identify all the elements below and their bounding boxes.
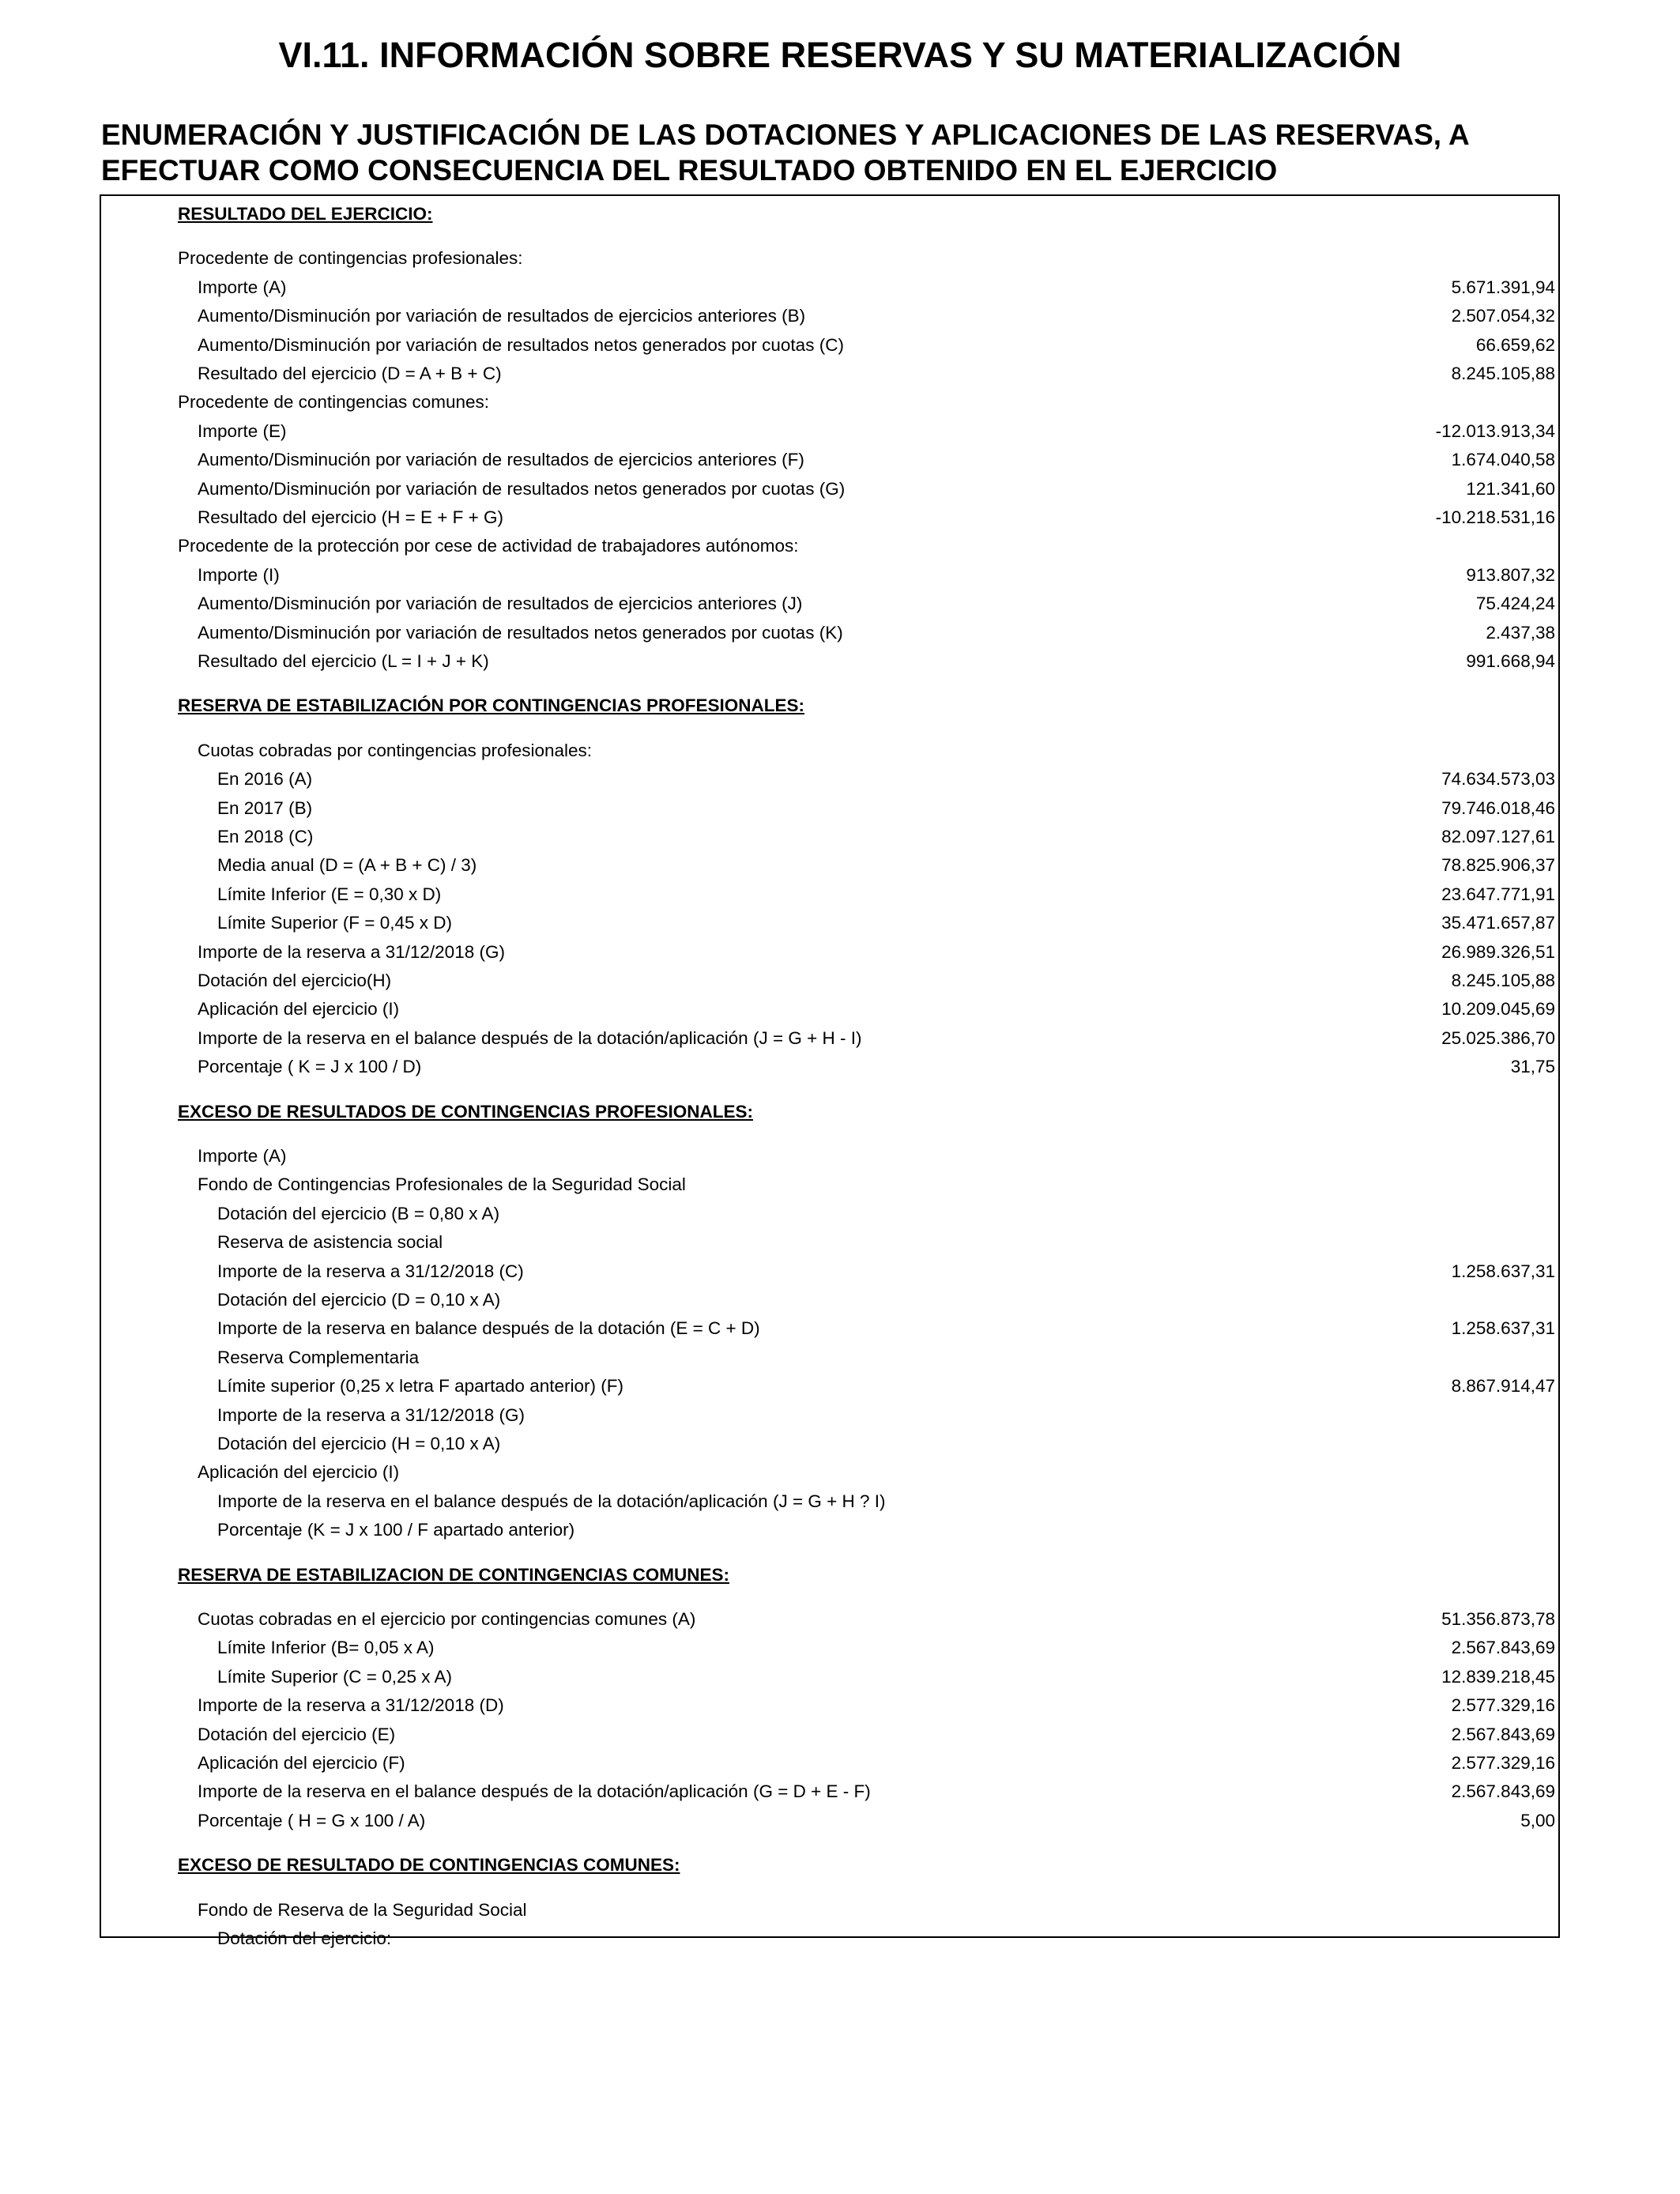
row-value: 121.341,60 — [1466, 479, 1555, 499]
table-row — [101, 1634, 1558, 1662]
row-label: Dotación del ejercicio (E) — [198, 1725, 396, 1744]
row-label: Aumento/Disminución por variación de resultados de ejercicios anteriores (J) — [198, 594, 803, 613]
row-label: En 2017 (B) — [217, 798, 313, 818]
table-row — [101, 273, 1558, 302]
row-label: Procedente de contingencias profesionales: — [178, 248, 523, 268]
section-header — [101, 1098, 1558, 1126]
row-value: 25.025.386,70 — [1441, 1028, 1555, 1048]
row-value: 2.567.843,69 — [1451, 1725, 1555, 1744]
table-row — [101, 1372, 1558, 1400]
row-label: Dotación del ejercicio (D = 0,10 x A) — [217, 1290, 501, 1310]
row-label: Importe de la reserva en el balance después de la dotación/aplicación (J = G + H ? I) — [217, 1491, 886, 1511]
table-row — [101, 1691, 1558, 1720]
table-row — [101, 1344, 1558, 1372]
table-row — [101, 823, 1558, 851]
row-label: Reserva de asistencia social — [217, 1232, 443, 1252]
row-label: Reserva Complementaria — [217, 1348, 420, 1367]
table-row — [101, 737, 1558, 765]
row-value: 1.258.637,31 — [1451, 1261, 1555, 1281]
row-value: 2.567.843,69 — [1451, 1781, 1555, 1801]
table-row — [101, 909, 1558, 937]
table-row — [101, 1286, 1558, 1314]
row-label: Aplicación del ejercicio (I) — [198, 999, 400, 1019]
row-label: Importe de la reserva en balance después de la dotación (E = C + D) — [217, 1318, 760, 1338]
section-header-label: EXCESO DE RESULTADO DE CONTINGENCIAS COMUNES: — [178, 1855, 680, 1875]
row-value: 79.746.018,46 — [1441, 798, 1555, 818]
row-label: Porcentaje ( K = J x 100 / D) — [198, 1057, 422, 1076]
row-value: 51.356.873,78 — [1441, 1609, 1555, 1629]
table-row — [101, 388, 1558, 417]
table-row — [101, 1200, 1558, 1228]
row-label: Límite Superior (F = 0,45 x D) — [217, 913, 452, 933]
row-value: 26.989.326,51 — [1441, 942, 1555, 962]
row-label: Límite Inferior (B= 0,05 x A) — [217, 1638, 435, 1657]
row-label: Fondo de Contingencias Profesionales de la Seguridad Social — [198, 1174, 686, 1194]
table-row — [101, 1228, 1558, 1257]
row-label: Dotación del ejercicio: — [217, 1928, 392, 1948]
row-label: Aplicación del ejercicio (I) — [198, 1462, 400, 1482]
row-value: 5.671.391,94 — [1451, 277, 1555, 297]
row-value: -10.218.531,16 — [1435, 507, 1555, 527]
table-row — [101, 561, 1558, 590]
table-row — [101, 331, 1558, 360]
row-label: Dotación del ejercicio(H) — [198, 971, 392, 990]
row-label: Cuotas cobradas en el ejercicio por contingencias comunes (A) — [198, 1609, 696, 1629]
table-row — [101, 1142, 1558, 1171]
row-value: 2.577.329,16 — [1451, 1695, 1555, 1715]
row-label: Importe de la reserva en el balance después de la dotación/aplicación (G = D + E - F) — [198, 1781, 871, 1801]
row-value: 8.245.105,88 — [1451, 971, 1555, 990]
table-row — [101, 1401, 1558, 1430]
section-header — [101, 692, 1558, 720]
row-label: Importe de la reserva en el balance después de la dotación/aplicación (J = G + H - I) — [198, 1028, 862, 1048]
section-header — [101, 200, 1558, 228]
table-row — [101, 1430, 1558, 1458]
row-label: Importe (A) — [198, 277, 287, 297]
row-label: Importe de la reserva a 31/12/2018 (G) — [217, 1405, 525, 1425]
table-row — [101, 1171, 1558, 1199]
row-value: 23.647.771,91 — [1441, 884, 1555, 904]
row-label: Importe de la reserva a 31/12/2018 (D) — [198, 1695, 504, 1715]
section-header-label: RESERVA DE ESTABILIZACION DE CONTINGENCIAS COMUNES: — [178, 1565, 729, 1585]
row-value: 2.507.054,32 — [1451, 306, 1555, 326]
row-value: 913.807,32 — [1466, 565, 1555, 585]
table-row — [101, 446, 1558, 474]
table-row — [101, 938, 1558, 967]
row-value: 10.209.045,69 — [1441, 999, 1555, 1019]
row-label: Importe de la reserva a 31/12/2018 (C) — [217, 1261, 524, 1281]
row-value: 78.825.906,37 — [1441, 855, 1555, 875]
row-label: Aumento/Disminución por variación de resultados netos generados por cuotas (G) — [198, 479, 846, 499]
table-row — [101, 1896, 1558, 1924]
row-value: 2.437,38 — [1486, 623, 1555, 643]
subtitle-line-1: ENUMERACIÓN Y JUSTIFICACIÓN DE LAS DOTACIONES Y APLICACIONES DE LAS RESERVAS, A — [101, 119, 1470, 151]
row-label: Importe (I) — [198, 565, 280, 585]
row-label: Importe de la reserva a 31/12/2018 (G) — [198, 942, 505, 962]
row-label: Aumento/Disminución por variación de resultados de ejercicios anteriores (F) — [198, 450, 804, 469]
table-row — [101, 1516, 1558, 1544]
table-row — [101, 1053, 1558, 1081]
row-label: Aumento/Disminución por variación de resultados netos generados por cuotas (C) — [198, 335, 844, 355]
row-value: 991.668,94 — [1466, 651, 1555, 671]
row-value: 82.097.127,61 — [1441, 827, 1555, 846]
row-label: Dotación del ejercicio (H = 0,10 x A) — [217, 1434, 501, 1453]
row-label: Resultado del ejercicio (D = A + B + C) — [198, 364, 502, 383]
table-row — [101, 851, 1558, 880]
page-title: VI.11. INFORMACIÓN SOBRE RESERVAS Y SU MATERIALIZACIÓN — [278, 35, 1402, 75]
table-row — [101, 417, 1558, 446]
row-label: Resultado del ejercicio (H = E + F + G) — [198, 507, 504, 527]
row-label: Resultado del ejercicio (L = I + J + K) — [198, 651, 489, 671]
row-value: 74.634.573,03 — [1441, 769, 1555, 789]
table-row — [101, 1777, 1558, 1806]
row-label: Porcentaje ( H = G x 100 / A) — [198, 1811, 426, 1830]
row-label: Dotación del ejercicio (B = 0,80 x A) — [217, 1204, 500, 1223]
table-row — [101, 1605, 1558, 1634]
subtitle-line-2: EFECTUAR COMO CONSECUENCIA DEL RESULTADO OBTENIDO EN EL EJERCICIO — [101, 154, 1278, 187]
table-row — [101, 1314, 1558, 1343]
section-header — [101, 1851, 1558, 1879]
row-value: 5,00 — [1520, 1811, 1555, 1830]
table-row — [101, 532, 1558, 560]
row-value: 12.839.218,45 — [1441, 1667, 1555, 1687]
row-label: Procedente de la protección por cese de actividad de trabajadores autónomos: — [178, 536, 799, 556]
row-value: 66.659,62 — [1475, 335, 1555, 355]
row-label: Procedente de contingencias comunes: — [178, 392, 490, 412]
section-header-label: RESERVA DE ESTABILIZACIÓN POR CONTINGENCIAS PROFESIONALES: — [178, 696, 804, 715]
row-label: Fondo de Reserva de la Seguridad Social — [198, 1900, 527, 1920]
table-row — [101, 1749, 1558, 1777]
row-label: Importe (A) — [198, 1146, 287, 1166]
row-label: Cuotas cobradas por contingencias profesionales: — [198, 741, 593, 760]
row-label: En 2018 (C) — [217, 827, 314, 846]
table-row — [101, 590, 1558, 618]
row-value: 75.424,24 — [1475, 594, 1555, 613]
table-row — [101, 1807, 1558, 1835]
section-header — [101, 1561, 1558, 1589]
row-value: -12.013.913,34 — [1435, 421, 1555, 441]
row-value: 35.471.657,87 — [1441, 913, 1555, 933]
row-value: 1.258.637,31 — [1451, 1318, 1555, 1338]
row-label: Porcentaje (K = J x 100 / F apartado anterior) — [217, 1520, 575, 1540]
table-row — [101, 1487, 1558, 1516]
section-header-label: EXCESO DE RESULTADOS DE CONTINGENCIAS PROFESIONALES: — [178, 1102, 753, 1122]
table-row — [101, 302, 1558, 330]
row-label: Aplicación del ejercicio (F) — [198, 1753, 405, 1773]
row-label: En 2016 (A) — [217, 769, 313, 789]
table-row — [101, 647, 1558, 676]
table-row — [101, 360, 1558, 388]
table-row — [101, 244, 1558, 273]
row-label: Importe (E) — [198, 421, 287, 441]
table-row — [101, 1721, 1558, 1749]
table-row — [101, 619, 1558, 647]
table-row — [101, 475, 1558, 503]
row-value: 31,75 — [1510, 1057, 1555, 1076]
table-row — [101, 794, 1558, 823]
row-value: 2.567.843,69 — [1451, 1638, 1555, 1657]
row-label: Aumento/Disminución por variación de resultados netos generados por cuotas (K) — [198, 623, 843, 643]
row-value: 2.577.329,16 — [1451, 1753, 1555, 1773]
table-row — [101, 1458, 1558, 1487]
row-label: Límite Superior (C = 0,25 x A) — [217, 1667, 453, 1687]
section-subtitle — [101, 117, 1603, 188]
table-row — [101, 1024, 1558, 1053]
row-value: 8.867.914,47 — [1451, 1376, 1555, 1396]
table-row — [101, 880, 1558, 909]
reserves-table — [100, 194, 1560, 1948]
row-label: Límite Inferior (E = 0,30 x D) — [217, 884, 442, 904]
row-value: 1.674.040,58 — [1451, 450, 1555, 469]
table-row — [101, 503, 1558, 532]
table-row — [101, 1663, 1558, 1691]
section-header-label: RESULTADO DEL EJERCICIO: — [178, 204, 433, 224]
row-label: Aumento/Disminución por variación de resultados de ejercicios anteriores (B) — [198, 306, 806, 326]
table-row — [101, 995, 1558, 1023]
table-row — [101, 967, 1558, 995]
table-row — [101, 1924, 1558, 1953]
row-label: Media anual (D = (A + B + C) / 3) — [217, 855, 477, 875]
row-value: 8.245.105,88 — [1451, 364, 1555, 383]
row-label: Límite superior (0,25 x letra F apartado anterior) (F) — [217, 1376, 623, 1396]
table-row — [101, 765, 1558, 794]
table-row — [101, 1257, 1558, 1286]
